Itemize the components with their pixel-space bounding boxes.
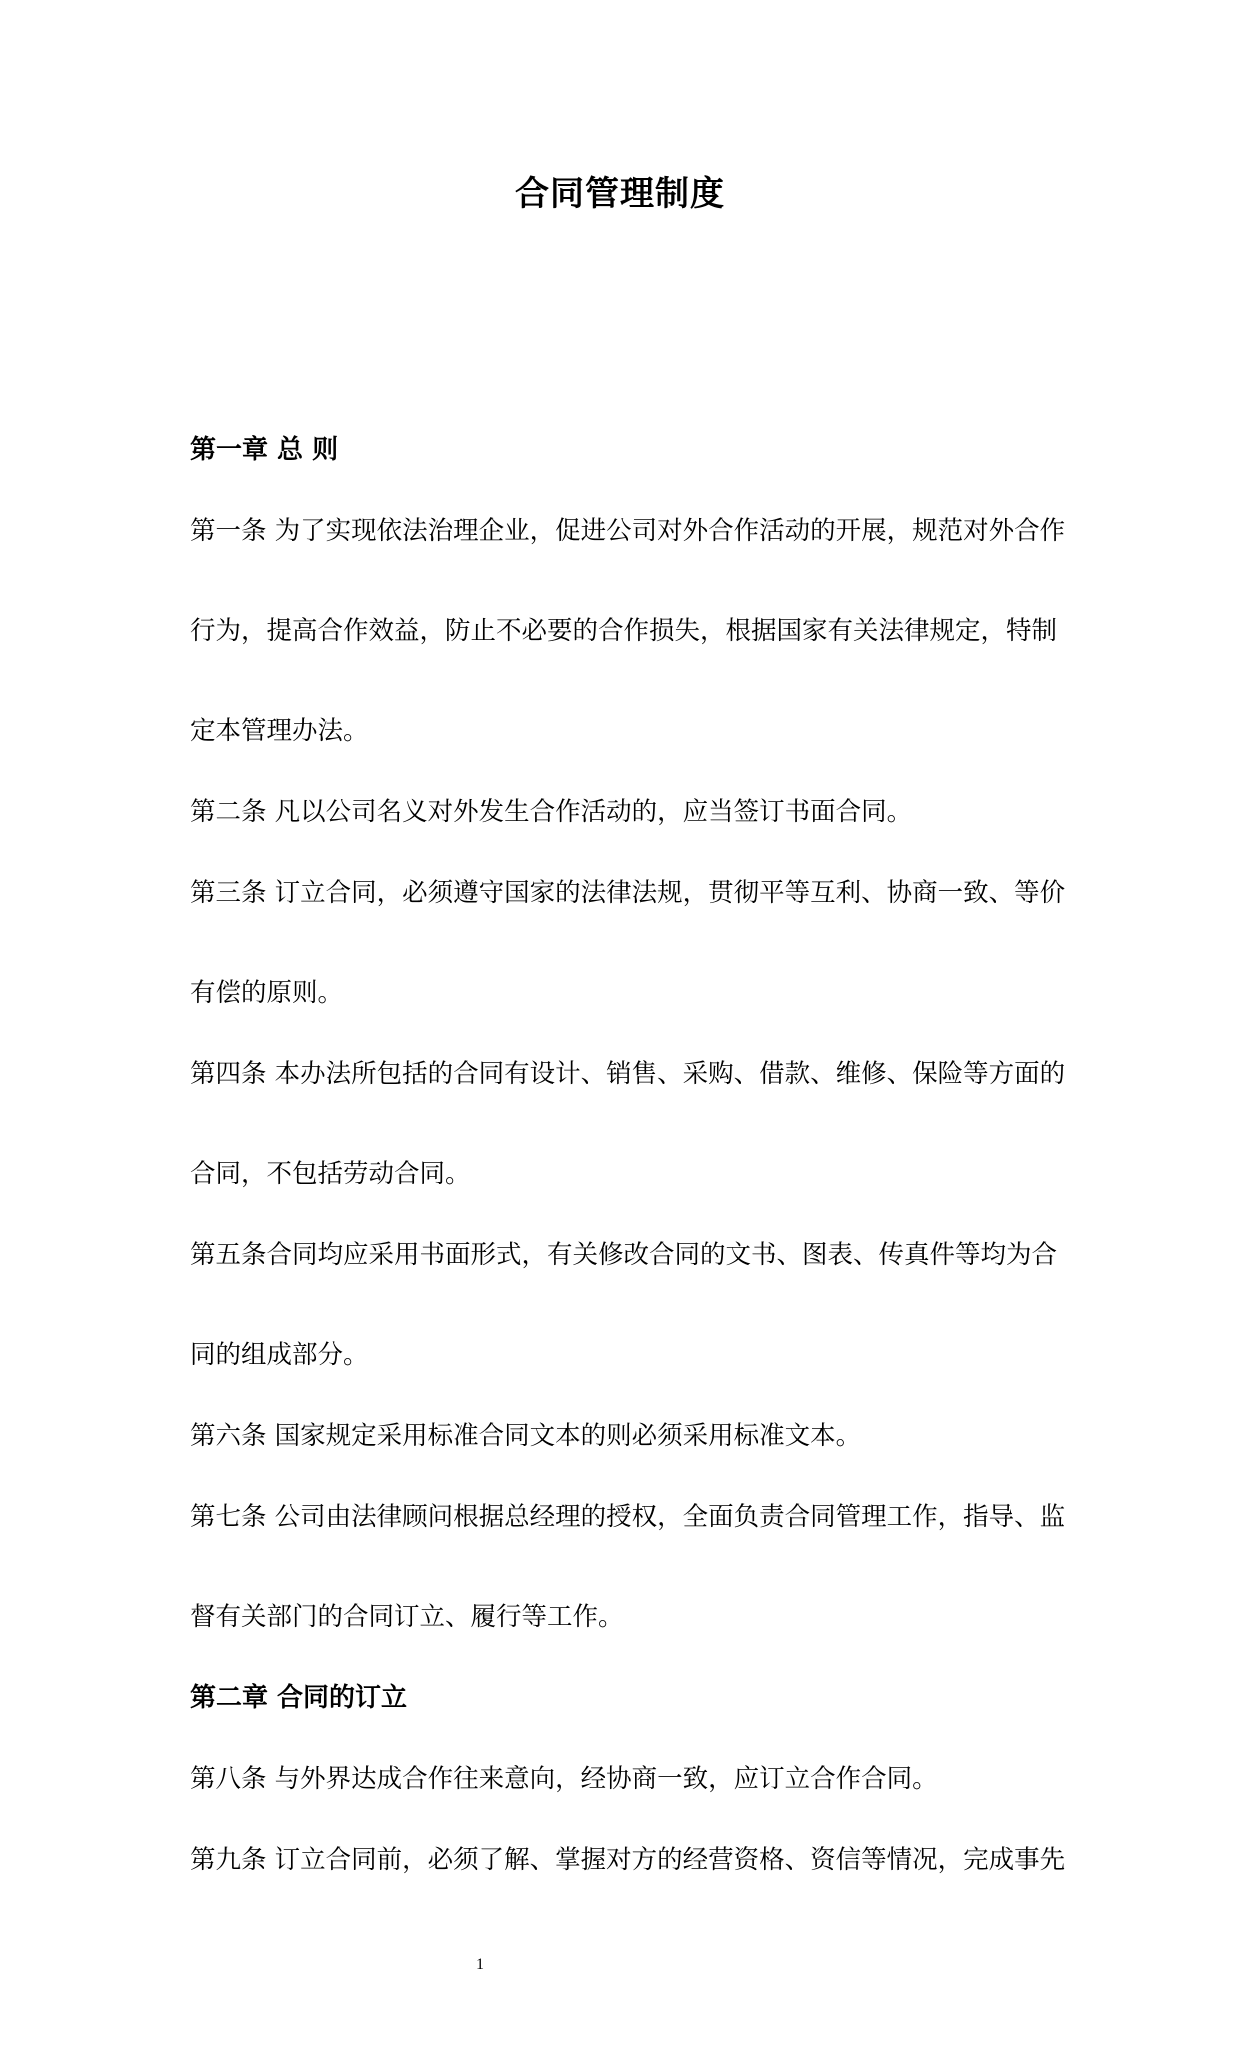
document-title: 合同管理制度	[515, 174, 725, 214]
article-line: 行为，提高合作效益，防止不必要的合作损失，根据国家有关法律规定，特制	[190, 616, 1058, 646]
article	[190, 1237, 1065, 1374]
article-line: 第八条 与外界达成合作往来意向，经协商一致，应订立合作合同。	[190, 1764, 938, 1794]
article-line: 第七条 公司由法律顾问根据总经理的授权，全面负责合同管理工作，指导、监	[190, 1502, 1066, 1532]
article	[190, 513, 1065, 750]
article-line: 同的组成部分。	[190, 1340, 369, 1370]
article-line: 第二条 凡以公司名义对外发生合作活动的，应当签订书面合同。	[190, 797, 913, 827]
article	[190, 1499, 1065, 1636]
article-line: 第三条 订立合同，必须遵守国家的法律法规，贯彻平等互利、协商一致、等价	[190, 878, 1066, 908]
article	[190, 1418, 1065, 1455]
article-line: 第一条 为了实现依法治理企业，促进公司对外合作活动的开展，规范对外合作	[190, 516, 1066, 546]
article	[190, 1761, 1065, 1798]
article-line: 第四条 本办法所包括的合同有设计、销售、采购、借款、维修、保险等方面的	[190, 1059, 1066, 1089]
article-line: 督有关部门的合同订立、履行等工作。	[190, 1602, 624, 1632]
article	[190, 1842, 1065, 1879]
chapter-heading: 第一章 总 则	[190, 435, 339, 465]
article	[190, 875, 1065, 1012]
article-line: 第九条 订立合同前，必须了解、掌握对方的经营资格、资信等情况，完成事先	[190, 1845, 1066, 1875]
article-line: 定本管理办法。	[190, 716, 369, 746]
article-line: 合同，不包括劳动合同。	[190, 1159, 471, 1189]
document-body	[190, 432, 1065, 1923]
page-number: 1	[476, 1956, 484, 1973]
article-line: 有偿的原则。	[190, 978, 344, 1008]
chapter-heading: 第二章 合同的订立	[190, 1683, 408, 1713]
article-line: 第五条合同均应采用书面形式，有关修改合同的文书、图表、传真件等均为合	[190, 1240, 1058, 1270]
article	[190, 1056, 1065, 1193]
article-line: 第六条 国家规定采用标准合同文本的则必须采用标准文本。	[190, 1421, 862, 1451]
article	[190, 794, 1065, 831]
